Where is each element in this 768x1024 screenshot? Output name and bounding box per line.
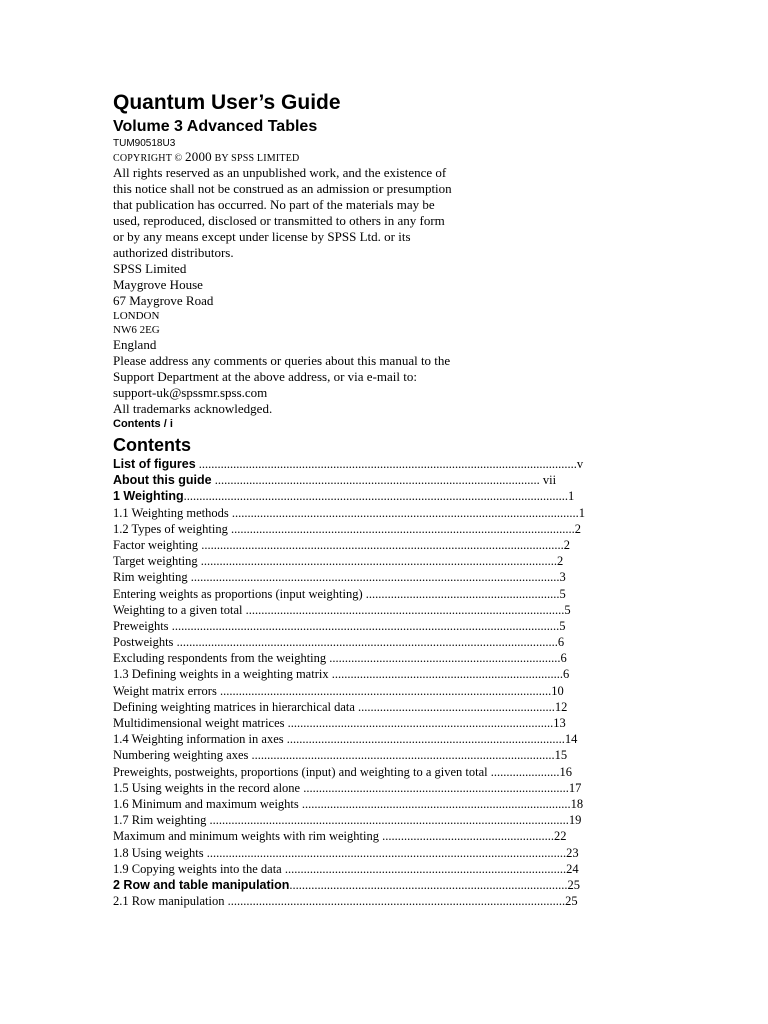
toc-entry-leader: ............................................................... bbox=[354, 699, 555, 714]
notice-line: or by any means except under license by SPSS Ltd. or its bbox=[113, 229, 411, 244]
toc-entry-leader: .................................................................................................................... bbox=[198, 537, 564, 552]
notice-line: this notice shall not be construed as an admission or presumption bbox=[113, 181, 452, 196]
contents-heading: Contents bbox=[113, 435, 191, 455]
toc-entry-title: Preweights, postweights, proportions (input) and weighting to a given total bbox=[113, 764, 488, 779]
toc-entry-title: About this guide bbox=[113, 473, 212, 488]
toc-entry[interactable] bbox=[113, 618, 633, 634]
toc-entry[interactable] bbox=[113, 456, 633, 472]
toc-entry-leader: .......................................................................... bbox=[328, 667, 563, 682]
toc-entry-title: Factor weighting bbox=[113, 537, 199, 552]
toc-entry-title: Defining weighting matrices in hierarchical data bbox=[113, 699, 355, 714]
toc-entry-title: 1.7 Rim weighting bbox=[113, 813, 207, 828]
toc-entry-page: v bbox=[576, 457, 584, 471]
toc-entry-page: 1 bbox=[567, 489, 575, 504]
toc-entry-page: 18 bbox=[570, 796, 584, 811]
toc-entry[interactable] bbox=[113, 666, 633, 682]
toc-entry-page: 2 bbox=[563, 537, 570, 552]
toc-entry-title: Target weighting bbox=[113, 554, 198, 569]
copyright-suffix: BY SPSS LIMITED bbox=[214, 153, 300, 164]
toc-entry[interactable] bbox=[113, 586, 633, 602]
toc-entry-title: Preweights bbox=[113, 618, 169, 633]
toc-entry-page: vii bbox=[539, 473, 557, 488]
address-postcode: NW6 2EG bbox=[113, 324, 160, 336]
toc-entry[interactable] bbox=[113, 553, 633, 569]
toc-entry-title: 1.9 Copying weights into the data bbox=[113, 861, 282, 876]
toc-entry-leader: .............................................................. bbox=[362, 586, 560, 601]
toc-entry-title: 1.5 Using weights in the record alone bbox=[113, 780, 301, 795]
address-company: SPSS Limited bbox=[113, 261, 187, 276]
toc-entry-page: 12 bbox=[554, 699, 568, 714]
toc-entry-title: Multidimensional weight matrices bbox=[113, 716, 285, 730]
toc-entry[interactable] bbox=[113, 488, 633, 504]
document-subtitle: Volume 3 Advanced Tables bbox=[113, 118, 318, 135]
toc-entry-page: 17 bbox=[568, 780, 582, 795]
table-of-contents bbox=[113, 456, 633, 909]
copyright-line bbox=[113, 150, 633, 165]
toc-entry-leader: ................................................................................................. bbox=[248, 748, 555, 763]
toc-entry-page: 1 bbox=[578, 505, 586, 520]
notice-line: authorized distributors. bbox=[113, 245, 234, 260]
toc-entry-page: 15 bbox=[554, 748, 568, 763]
toc-entry[interactable] bbox=[113, 650, 633, 666]
rights-notice bbox=[113, 165, 633, 261]
toc-entry-leader: ...................................................................................... bbox=[298, 796, 571, 811]
toc-entry-title: Weight matrix errors bbox=[113, 683, 217, 698]
toc-entry-title: Postweights bbox=[113, 635, 174, 650]
toc-entry[interactable] bbox=[113, 505, 633, 521]
toc-entry-title: 1 Weighting bbox=[113, 489, 184, 504]
toc-entry[interactable] bbox=[113, 602, 633, 618]
toc-entry-leader: ......................................................................................... bbox=[289, 877, 568, 892]
toc-entry[interactable] bbox=[113, 472, 633, 488]
toc-entry[interactable] bbox=[113, 764, 633, 780]
toc-entry-page: 10 bbox=[551, 683, 564, 698]
toc-entry[interactable] bbox=[113, 877, 633, 893]
toc-entry-page: 25 bbox=[567, 877, 581, 892]
toc-entry-page: 6 bbox=[560, 651, 567, 666]
toc-entry[interactable] bbox=[113, 861, 633, 877]
toc-entry-title: Rim weighting bbox=[113, 570, 188, 585]
toc-entry-title: Weighting to a given total bbox=[113, 602, 243, 617]
contact-line: Support Department at the above address, or via e-mail to: bbox=[113, 369, 417, 384]
toc-entry-page: 5 bbox=[559, 618, 566, 633]
document-page bbox=[113, 90, 633, 909]
toc-entry[interactable] bbox=[113, 828, 633, 844]
toc-entry-leader: .......................................................................................................... bbox=[216, 683, 552, 698]
toc-entry-leader: .......................................................................................................................... bbox=[173, 635, 558, 650]
toc-entry[interactable] bbox=[113, 845, 633, 861]
toc-entry-leader: ......................................................................................................................... bbox=[195, 457, 577, 471]
toc-entry-title: 1.8 Using weights bbox=[113, 845, 204, 860]
notice-line: used, reproduced, disclosed or transmitted to others in any form bbox=[113, 213, 445, 228]
toc-entry-leader: ......................................................................................... bbox=[283, 732, 565, 747]
toc-entry-leader: .................................................................................................................. bbox=[197, 554, 558, 569]
toc-entry-title: 2 Row and table manipulation bbox=[113, 877, 290, 892]
address-city: LONDON bbox=[113, 310, 160, 322]
toc-entry-page: 19 bbox=[568, 813, 582, 828]
toc-entry-leader: ...................................................................................................... bbox=[242, 602, 565, 617]
toc-entry-title: Numbering weighting axes bbox=[113, 748, 249, 763]
document-title: Quantum User’s Guide bbox=[113, 91, 341, 114]
toc-entry-title: 1.4 Weighting information in axes bbox=[113, 732, 284, 747]
toc-entry-page: 16 bbox=[559, 764, 572, 779]
toc-entry-leader: ............................................................................................................ bbox=[224, 894, 566, 909]
toc-entry-leader: ..................................................................................... bbox=[300, 780, 569, 795]
toc-entry[interactable] bbox=[113, 780, 633, 796]
toc-entry[interactable] bbox=[113, 747, 633, 763]
running-header: Contents / i bbox=[113, 418, 173, 430]
toc-entry-page: 2 bbox=[574, 521, 581, 536]
toc-entry-title: 2.1 Row manipulation bbox=[113, 894, 225, 909]
copyright-prefix: COPYRIGHT © bbox=[113, 153, 183, 164]
toc-entry[interactable] bbox=[113, 812, 633, 828]
toc-entry[interactable] bbox=[113, 521, 633, 537]
toc-entry-leader: ...................... bbox=[487, 764, 560, 779]
toc-entry-title: 1.1 Weighting methods bbox=[113, 505, 229, 520]
toc-entry-leader: ....................................................... bbox=[378, 829, 554, 844]
toc-entry-leader: .............................................................................................................. bbox=[227, 521, 575, 536]
toc-entry[interactable] bbox=[113, 796, 633, 812]
toc-entry-leader: ........................................................................................................................... bbox=[183, 489, 568, 504]
toc-entry-page: 6 bbox=[562, 667, 570, 682]
contact-block bbox=[113, 353, 633, 417]
toc-entry-title: 1.2 Types of weighting bbox=[113, 521, 228, 536]
toc-entry[interactable] bbox=[113, 731, 633, 747]
contact-line: Please address any comments or queries about this manual to the bbox=[113, 353, 451, 368]
toc-entry-leader: .......................................................................................... bbox=[281, 861, 567, 876]
toc-entry-page: 23 bbox=[566, 845, 579, 860]
address-block bbox=[113, 261, 633, 353]
address-street: 67 Maygrove Road bbox=[113, 293, 214, 308]
toc-entry-page: 24 bbox=[566, 861, 579, 876]
toc-entry[interactable] bbox=[113, 715, 633, 731]
notice-line: that publication has occurred. No part of the materials may be bbox=[113, 197, 435, 212]
toc-entry[interactable] bbox=[113, 893, 633, 909]
toc-entry-leader: .......................................................................... bbox=[326, 651, 561, 666]
toc-entry-leader: ............................................................................................................... bbox=[228, 505, 579, 520]
toc-entry-title: Maximum and minimum weights with rim weighting bbox=[113, 829, 379, 844]
toc-entry-page: 13 bbox=[553, 716, 566, 730]
toc-entry-page: 3 bbox=[559, 570, 566, 585]
toc-entry-leader: ........................................................................................................ bbox=[211, 473, 540, 488]
toc-entry-title: 1.3 Defining weights in a weighting matrix bbox=[113, 667, 329, 682]
copyright-year: 2000 bbox=[185, 149, 212, 164]
toc-entry-title: Entering weights as proportions (input weighting) bbox=[113, 586, 363, 601]
toc-entry[interactable] bbox=[113, 699, 633, 715]
trademarks-line: All trademarks acknowledged. bbox=[113, 401, 273, 416]
toc-entry[interactable] bbox=[113, 683, 633, 699]
toc-entry-page: 6 bbox=[557, 635, 565, 650]
address-country: England bbox=[113, 337, 157, 352]
toc-entry[interactable] bbox=[113, 537, 633, 553]
toc-entry-title: 1.6 Minimum and maximum weights bbox=[113, 796, 299, 811]
notice-line: All rights reserved as an unpublished work, and the existence of bbox=[113, 165, 447, 180]
toc-entry-leader: ............................................................................................................................ bbox=[168, 618, 560, 633]
toc-entry-leader: ................................................................................................................... bbox=[206, 813, 569, 828]
toc-entry-page: 5 bbox=[564, 602, 571, 617]
toc-entry-page: 22 bbox=[553, 829, 567, 844]
toc-entry[interactable] bbox=[113, 569, 633, 585]
address-building: Maygrove House bbox=[113, 277, 203, 292]
toc-entry-leader: ................................................................................................................... bbox=[203, 845, 567, 860]
toc-entry[interactable] bbox=[113, 634, 633, 650]
toc-entry-page: 25 bbox=[565, 894, 578, 909]
toc-entry-page: 2 bbox=[557, 554, 564, 569]
toc-entry-title: Excluding respondents from the weighting bbox=[113, 651, 327, 666]
toc-entry-page: 14 bbox=[564, 732, 578, 747]
toc-entry-leader: ...................................................................................................................... bbox=[187, 570, 560, 585]
contact-email: support-uk@spssmr.spss.com bbox=[113, 385, 268, 400]
document-code: TUM90518U3 bbox=[113, 138, 176, 149]
toc-entry-title: List of figures bbox=[113, 457, 196, 471]
toc-entry-leader: ..................................................................................... bbox=[284, 716, 554, 730]
toc-entry-page: 5 bbox=[559, 586, 566, 601]
